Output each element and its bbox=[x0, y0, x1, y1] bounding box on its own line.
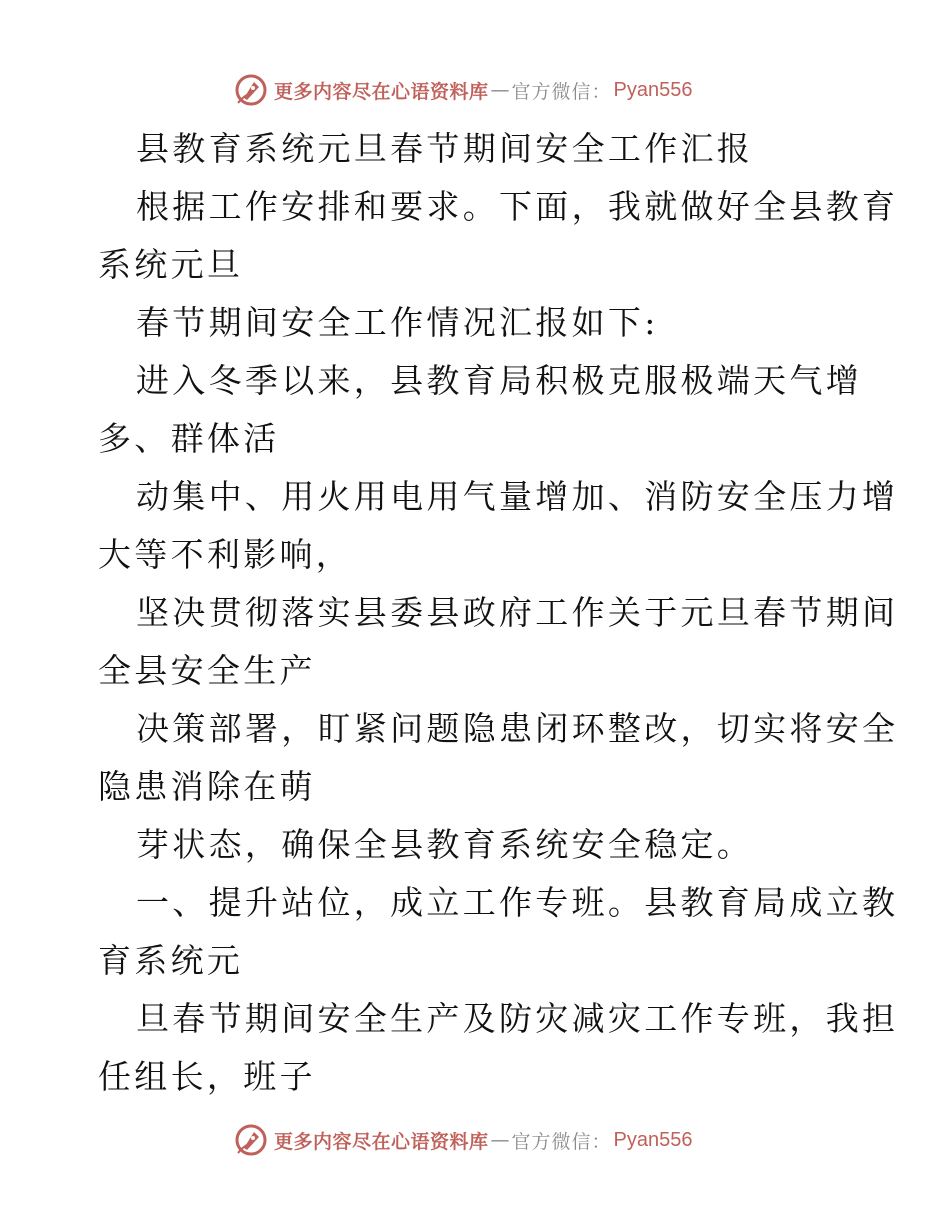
footer-watermark bbox=[234, 1120, 693, 1160]
paragraph-line: 旦春节期间安全生产及防灾减灾工作专班，我担 bbox=[136, 999, 899, 1038]
paragraph-line: 坚决贯彻落实县委县政府工作关于元旦春节期间 bbox=[136, 593, 899, 632]
watermark-wechat-id: Pyan556 bbox=[613, 1128, 693, 1151]
pen-nib-logo-icon bbox=[234, 1123, 268, 1157]
pen-nib-logo-icon bbox=[234, 73, 268, 107]
paragraph-line: 隐患消除在萌 bbox=[98, 767, 316, 806]
paragraph-line: 育系统元 bbox=[98, 941, 244, 980]
paragraph-line: 芽状态，确保全县教育系统安全稳定。 bbox=[136, 825, 754, 864]
paragraph-line: 多、群体活 bbox=[98, 419, 280, 458]
watermark-wechat-label: 官方微信： bbox=[511, 1130, 612, 1153]
header-watermark bbox=[234, 70, 693, 110]
paragraph-line: 任组长，班子 bbox=[98, 1057, 316, 1096]
watermark-text: 更多内容尽在心语资料库 bbox=[274, 80, 489, 103]
watermark-wechat-id: Pyan556 bbox=[613, 78, 693, 101]
paragraph-line: 根据工作安排和要求。下面，我就做好全县教育 bbox=[136, 187, 899, 226]
paragraph-line: 全县安全生产 bbox=[98, 651, 316, 690]
paragraph-line: 进入冬季以来，县教育局积极克服极端天气增 bbox=[136, 361, 862, 400]
paragraph-line: 动集中、用火用电用气量增加、消防安全压力增 bbox=[136, 477, 899, 516]
paragraph-line: 一、提升站位，成立工作专班。县教育局成立教 bbox=[136, 883, 899, 922]
paragraph-line: 系统元旦 bbox=[98, 245, 244, 284]
paragraph-line: 决策部署，盯紧问题隐患闭环整改，切实将安全 bbox=[136, 709, 899, 748]
watermark-dash: — bbox=[490, 79, 510, 101]
document-body bbox=[98, 120, 899, 1106]
document-title: 县教育系统元旦春节期间安全工作汇报 bbox=[136, 129, 754, 168]
paragraph-line: 春节期间安全工作情况汇报如下: bbox=[136, 303, 659, 342]
watermark-text: 更多内容尽在心语资料库 bbox=[274, 1130, 489, 1153]
paragraph-line: 大等不利影响， bbox=[98, 535, 353, 574]
watermark-dash: — bbox=[490, 1129, 510, 1151]
watermark-wechat-label: 官方微信： bbox=[511, 80, 612, 103]
